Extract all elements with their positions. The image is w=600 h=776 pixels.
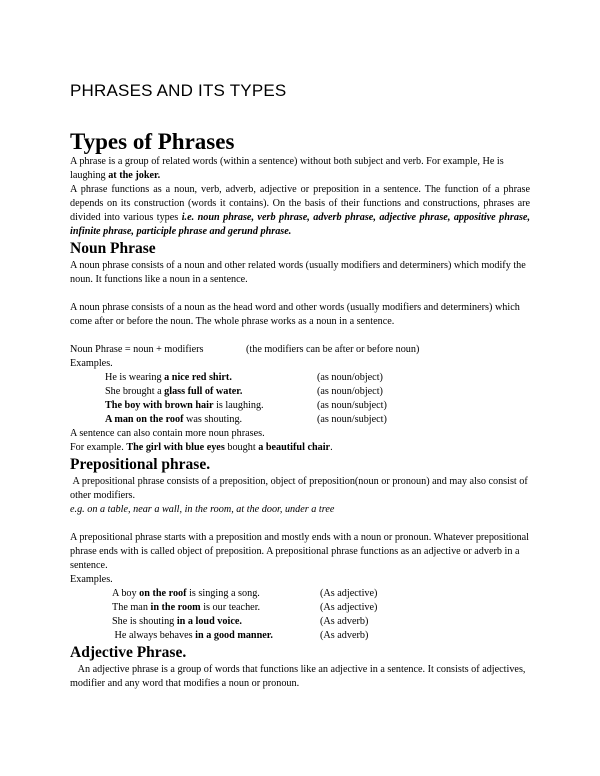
example-tag: (as noun/subject) bbox=[317, 414, 387, 425]
example-tag: (as noun/object) bbox=[317, 372, 383, 383]
adj-paragraph-1: An adjective phrase is a group of words that functions like an adjective in a sentence. It consists of adjectives, modifier and any word that modifies a noun or pronoun. bbox=[70, 664, 529, 689]
prep-example-row: He always behaves in a good manner. (As adverb) bbox=[112, 630, 369, 641]
noun-for-example: For example. The girl with blue eyes bought a beautiful chair. bbox=[70, 442, 333, 453]
noun-paragraph-2: A noun phrase consists of a noun as the head word and other words (usually modifiers and determiners) which come after or before the noun. The whole phrase works as a noun in a sentence. bbox=[70, 302, 520, 327]
noun-example-row: The boy with brown hair is laughing. (as noun/subject) bbox=[105, 400, 387, 411]
example-tag: (as noun/object) bbox=[317, 386, 383, 397]
noun-note: A sentence can also contain more noun phrases. bbox=[70, 428, 265, 439]
prep-examples-list bbox=[70, 587, 530, 643]
spacer bbox=[70, 287, 530, 301]
formula-note: (the modifiers can be after or before noun) bbox=[246, 344, 420, 355]
example-tag: (As adverb) bbox=[320, 616, 369, 627]
types-p2-list: i.e. noun phrase, verb phrase, adverb phrase, adjective phrase, appositive phrase, infinite phrase, participle phrase and gerund phrase. bbox=[70, 212, 531, 237]
prep-eg: e.g. on a table, near a wall, in the room, at the door, under a tree bbox=[70, 504, 335, 515]
example-tag: (as noun/subject) bbox=[317, 400, 387, 411]
noun-example-row: He is wearing a nice red shirt. (as noun/object) bbox=[105, 372, 383, 383]
noun-phrase-heading: Noun Phrase bbox=[70, 240, 156, 257]
document-body bbox=[70, 128, 530, 691]
example-tag: (As adjective) bbox=[320, 602, 378, 613]
types-p2-text: A phrase functions as a noun, verb, adverb, adjective or preposition in a sentence. The function of a phrase depends on its construction (words it contains). On the basis of their functions and constructions, phrases are divided into various types bbox=[70, 184, 530, 223]
example-tag: (As adjective) bbox=[320, 588, 378, 599]
prep-example-row: She is shouting in a loud voice. (As adverb) bbox=[112, 616, 369, 627]
types-p1-text: A phrase is a group of related words (within a sentence) without both subject and verb. For example, He is laughing bbox=[70, 156, 504, 181]
noun-paragraph-1: A noun phrase consists of a noun and other related words (usually modifiers and determiners) which modify the noun. It functions like a noun in a sentence. bbox=[70, 260, 526, 285]
types-heading: Types of Phrases bbox=[70, 129, 235, 154]
spacer bbox=[70, 517, 530, 531]
types-paragraph-1 bbox=[70, 155, 530, 183]
spacer bbox=[70, 329, 530, 343]
example-tag: (As adverb) bbox=[320, 630, 369, 641]
prep-example-row: A boy on the roof is singing a song. (As adjective) bbox=[112, 588, 378, 599]
prep-example-row: The man in the room is our teacher. (As adjective) bbox=[112, 602, 378, 613]
prep-examples-label: Examples. bbox=[70, 574, 113, 585]
types-paragraph-2 bbox=[70, 183, 530, 239]
prepositional-phrase-heading: Prepositional phrase. bbox=[70, 456, 211, 473]
formula-text: Noun Phrase = noun + modifiers bbox=[70, 344, 204, 355]
page-title: PHRASES AND ITS TYPES bbox=[70, 81, 287, 100]
noun-examples-list bbox=[70, 371, 530, 427]
noun-examples-label: Examples. bbox=[70, 358, 113, 369]
types-p1-bold: at the joker. bbox=[108, 170, 161, 181]
prep-paragraph-2: A prepositional phrase starts with a preposition and mostly ends with a noun or pronoun. Whatever prepositional phrase ends with is called object of preposition. A prepositional phrase functions as an adjective or adverb in a sentence. bbox=[70, 532, 530, 571]
noun-formula bbox=[70, 343, 530, 357]
noun-example-row: A man on the roof was shouting. (as noun/subject) bbox=[105, 414, 387, 425]
noun-example-row: She brought a glass full of water. (as noun/object) bbox=[105, 386, 383, 397]
prep-paragraph-1: A prepositional phrase consists of a preposition, object of preposition(noun or pronoun) and may also consist of other modifiers. bbox=[70, 476, 531, 501]
adjective-phrase-heading: Adjective Phrase. bbox=[70, 644, 187, 661]
